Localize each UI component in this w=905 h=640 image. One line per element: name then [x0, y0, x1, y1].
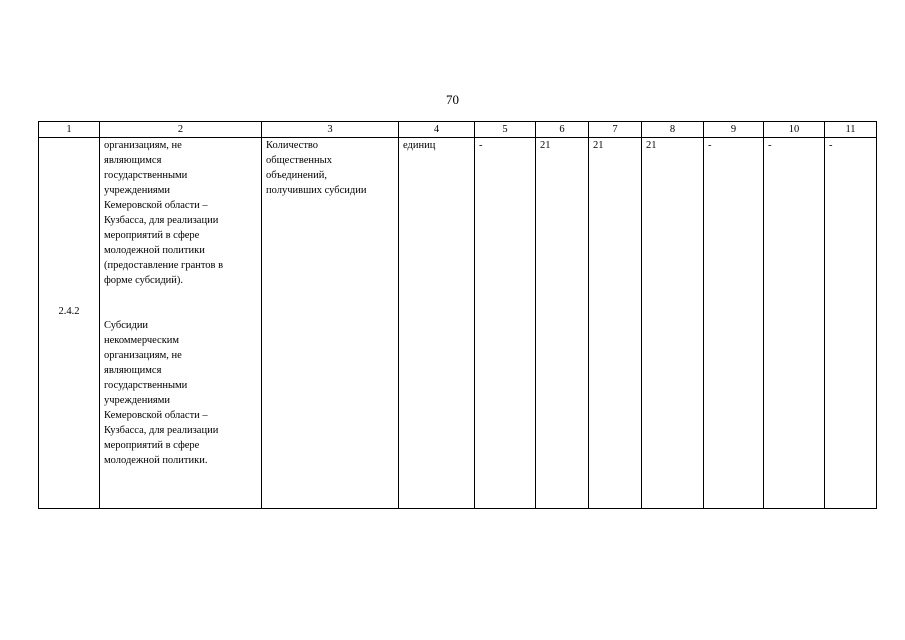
value-11: - [829, 140, 833, 151]
header-col-11: 11 [825, 122, 877, 138]
value-cell-10 [764, 138, 825, 509]
value-cell-7 [589, 138, 642, 509]
indicator-cell [262, 138, 399, 509]
header-col-1: 1 [39, 122, 100, 138]
value-cell-11 [825, 138, 877, 509]
header-col-6: 6 [536, 122, 589, 138]
header-col-3: 3 [262, 122, 399, 138]
value-9: - [708, 140, 712, 151]
header-col-4: 4 [399, 122, 475, 138]
value-7: 21 [593, 140, 604, 151]
value-8: 21 [646, 140, 657, 151]
description-cell [100, 138, 262, 509]
value-5: - [479, 140, 483, 151]
value-cell-8 [642, 138, 704, 509]
paragraph-gap [104, 288, 257, 318]
header-col-8: 8 [642, 122, 704, 138]
header-col-7: 7 [589, 122, 642, 138]
header-col-2: 2 [100, 122, 262, 138]
indicators-table [38, 121, 877, 509]
value-6: 21 [540, 140, 551, 151]
description-continued: организациям, не являющимся государственными учреждениями Кемеровской области – Кузбасса, для реализации мероприятий в сфере молодежной политики (предоставление грантов в форме субсидий). [104, 140, 224, 286]
page-number: 70 [446, 92, 459, 107]
row-number-spacer [43, 138, 95, 304]
value-10: - [768, 140, 772, 151]
unit-text: единиц [403, 140, 436, 151]
value-cell-9 [704, 138, 764, 509]
header-col-10: 10 [764, 122, 825, 138]
unit-cell [399, 138, 475, 509]
table-row [39, 138, 877, 509]
indicator-text: Количество общественных объединений, получивших субсидии [266, 140, 367, 196]
description-subsidy: Субсидии некоммерческим организациям, не являющимся государственными учреждениями Кемеровской области – Кузбасса, для реализации мероприятий в сфере молодежной политики. [104, 320, 219, 466]
header-row [39, 122, 877, 138]
value-cell-5 [475, 138, 536, 509]
row-number: 2.4.2 [58, 306, 80, 317]
row-number-cell [39, 138, 100, 509]
header-col-5: 5 [475, 122, 536, 138]
value-cell-6 [536, 138, 589, 509]
header-col-9: 9 [704, 122, 764, 138]
